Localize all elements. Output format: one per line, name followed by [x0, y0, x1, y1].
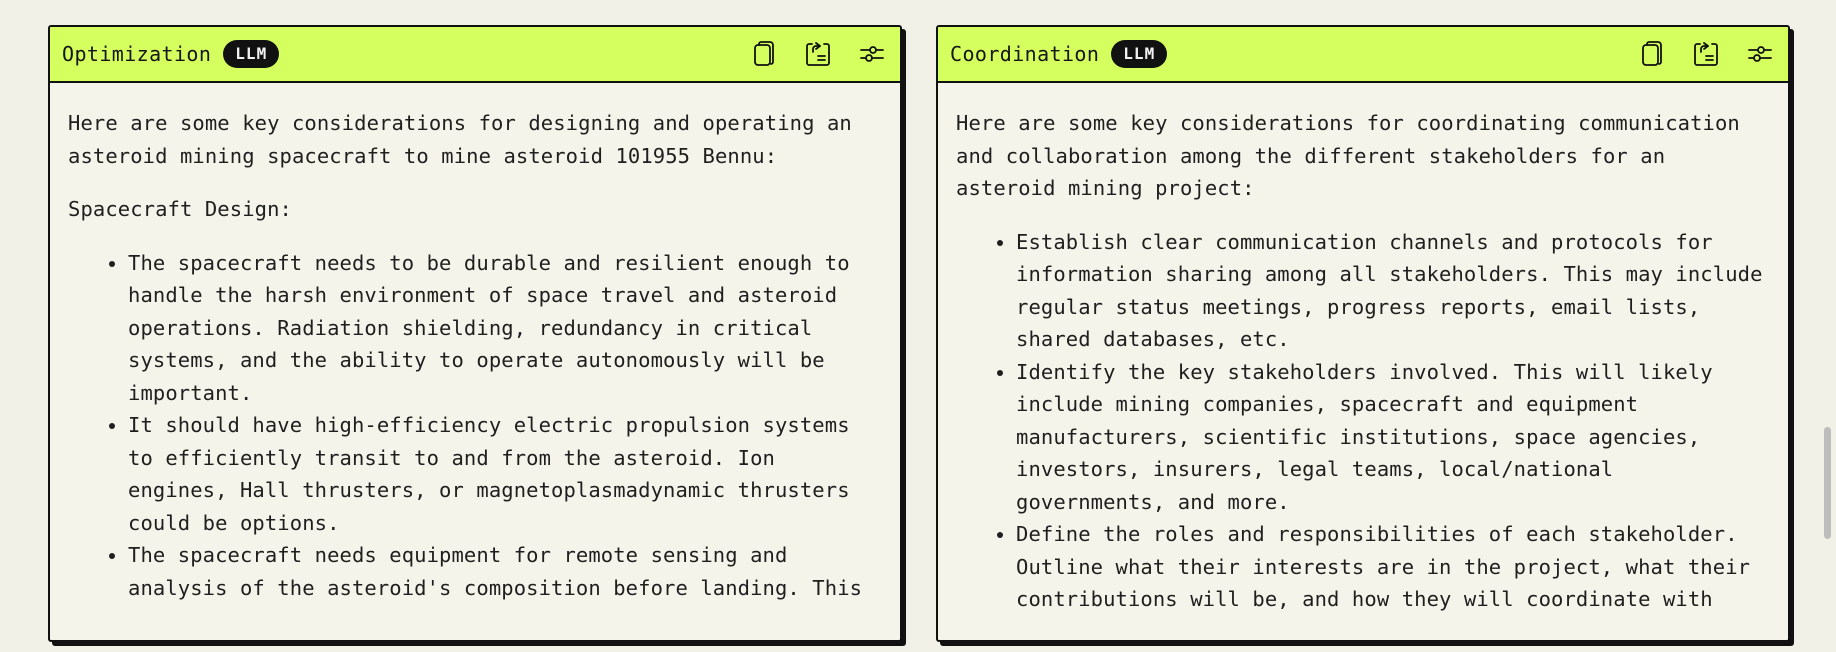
list-item: • The spacecraft needs to be durable and resilient enough to handle the harsh environment of space travel and asteroid operations. Radiation shielding, redundancy in critical systems, and the ability to operate autonomously will be important. [128, 247, 882, 410]
panel-header [50, 27, 900, 83]
panel-actions [748, 38, 888, 70]
coordination-panel [936, 25, 1790, 642]
list-item: • Establish clear communication channels and protocols for information sharing among all stakeholders. This may include regular status meetings, progress reports, email lists, shared databases, etc. [1016, 226, 1770, 356]
bullet-list [68, 247, 882, 605]
list-item: • Identify the key stakeholders involved. This will likely include mining companies, spacecraft and equipment manufacturers, scientific institutions, space agencies, investors, insurers, legal teams, local/national governments, and more. [1016, 356, 1770, 519]
transfer-button[interactable] [1690, 38, 1722, 70]
section-heading: Spacecraft Design: [68, 197, 292, 221]
settings-button[interactable] [1744, 38, 1776, 70]
panel-title: Coordination [950, 42, 1100, 66]
list-item: • It should have high-efficiency electric propulsion systems to efficiently transit to and from the asteroid. Ion engines, Hall thrusters, or magnetoplasmadynamic thrusters could be options. [128, 409, 882, 539]
transfer-icon [803, 39, 833, 69]
panel-header [938, 27, 1788, 83]
page-scrollbar[interactable] [1824, 427, 1831, 539]
settings-button[interactable] [856, 38, 888, 70]
settings-sliders-icon [857, 39, 887, 69]
copy-icon [1637, 39, 1667, 69]
copy-button[interactable] [1636, 38, 1668, 70]
intro-text: Here are some key considerations for designing and operating an asteroid mining spacecraft to mine asteroid 101955 Bennu: [68, 111, 852, 168]
settings-sliders-icon [1745, 39, 1775, 69]
copy-button[interactable] [748, 38, 780, 70]
transfer-icon [1691, 39, 1721, 69]
llm-badge: LLM [1111, 40, 1167, 68]
panel-actions [1636, 38, 1776, 70]
transfer-button[interactable] [802, 38, 834, 70]
panel-content [938, 83, 1788, 616]
llm-badge: LLM [223, 40, 279, 68]
panel-title: Optimization [62, 42, 212, 66]
intro-text: Here are some key considerations for coordinating communication and collaboration among the different stakeholders for an asteroid mining project: [956, 111, 1740, 200]
list-item: • Define the roles and responsibilities of each stakeholder. Outline what their interests are in the project, what their contributions will be, and how they will coordinate with [1016, 518, 1770, 616]
panel-content [50, 83, 900, 604]
copy-icon [749, 39, 779, 69]
bullet-list [956, 226, 1770, 616]
list-item: • The spacecraft needs equipment for remote sensing and analysis of the asteroid's composition before landing. This [128, 539, 882, 604]
optimization-panel [48, 25, 902, 642]
